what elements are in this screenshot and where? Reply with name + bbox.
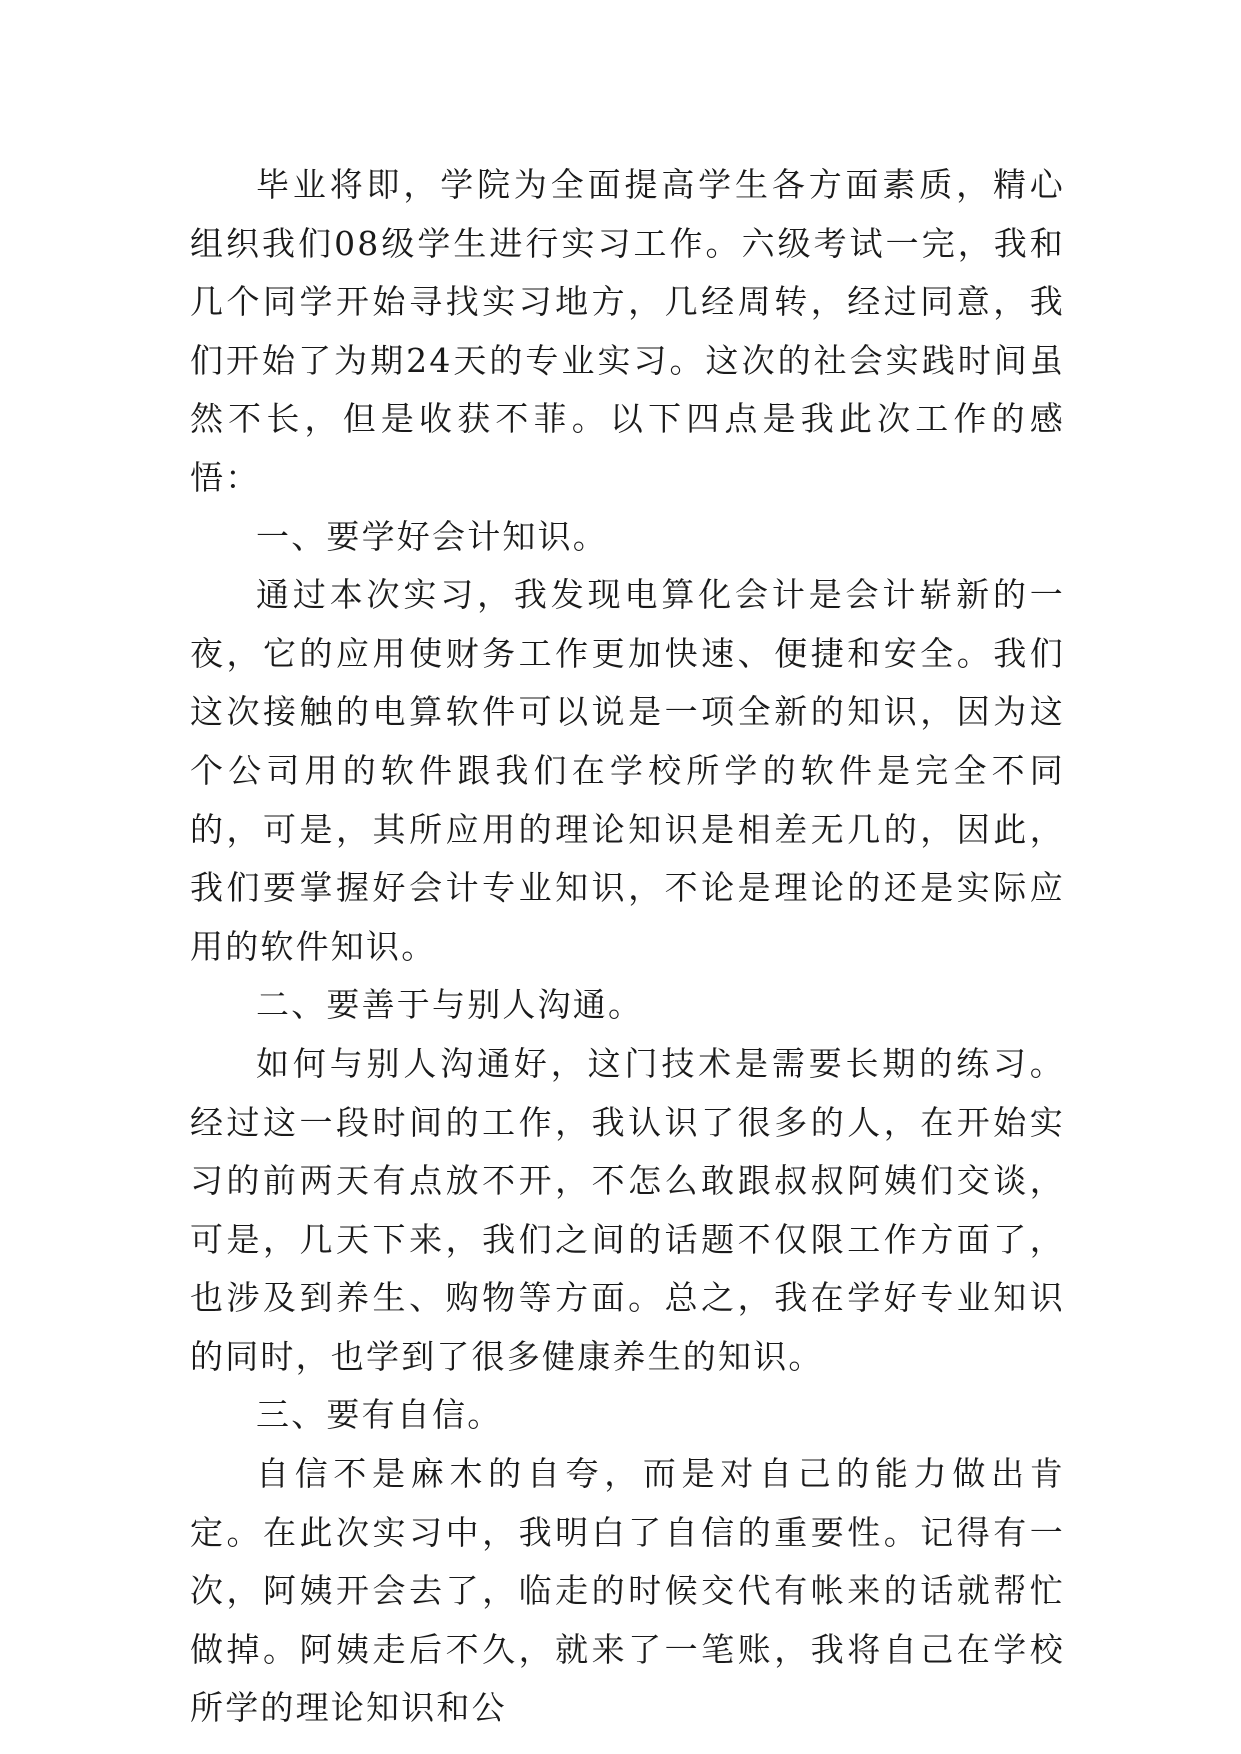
document-body [190, 156, 1065, 1738]
paragraph-point-2: 如何与别人沟通好，这门技术是需要长期的练习。经过这一段时间的工作，我认识了很多的人，在开始实习的前两天有点放不开，不怎么敢跟叔叔阿姨们交谈，可是，几天下来，我们之间的话题不仅限工作方面了，也涉及到养生、购物等方面。总之，我在学好专业知识的同时，也学到了很多健康养生的知识。 [190, 1043, 1065, 1376]
paragraph-point-1: 通过本次实习，我发现电算化会计是会计崭新的一夜，它的应用使财务工作更加快速、便捷和安全。我们这次接触的电算软件可以说是一项全新的知识，因为这个公司用的软件跟我们在学校所学的软件是完全不同的，可是，其所应用的理论知识是相差无几的，因此，我们要掌握好会计专业知识，不论是理论的还是实际应用的软件知识。 [190, 575, 1065, 966]
heading-point-3: 三、要有自信。 [256, 1395, 503, 1435]
paragraph-intro: 毕业将即，学院为全面提高学生各方面素质，精心组织我们08级学生进行实习工作。六级考试一完，我和几个同学开始寻找实习地方，几经周转，经过同意，我们开始了为期24天的专业实习。这次的社会实践时间虽然不长，但是收获不菲。以下四点是我此次工作的感悟： [190, 165, 1065, 497]
paragraph-point-3: 自信不是麻木的自夸，而是对自己的能力做出肯定。在此次实习中，我明白了自信的重要性。记得有一次，阿姨开会去了，临走的时候交代有帐来的话就帮忙做掉。阿姨走后不久，就来了一笔账，我将自己在学校所学的理论知识和公 [190, 1454, 1065, 1728]
heading-point-2: 二、要善于与别人沟通。 [256, 985, 644, 1025]
heading-point-1: 一、要学好会计知识。 [256, 516, 608, 556]
